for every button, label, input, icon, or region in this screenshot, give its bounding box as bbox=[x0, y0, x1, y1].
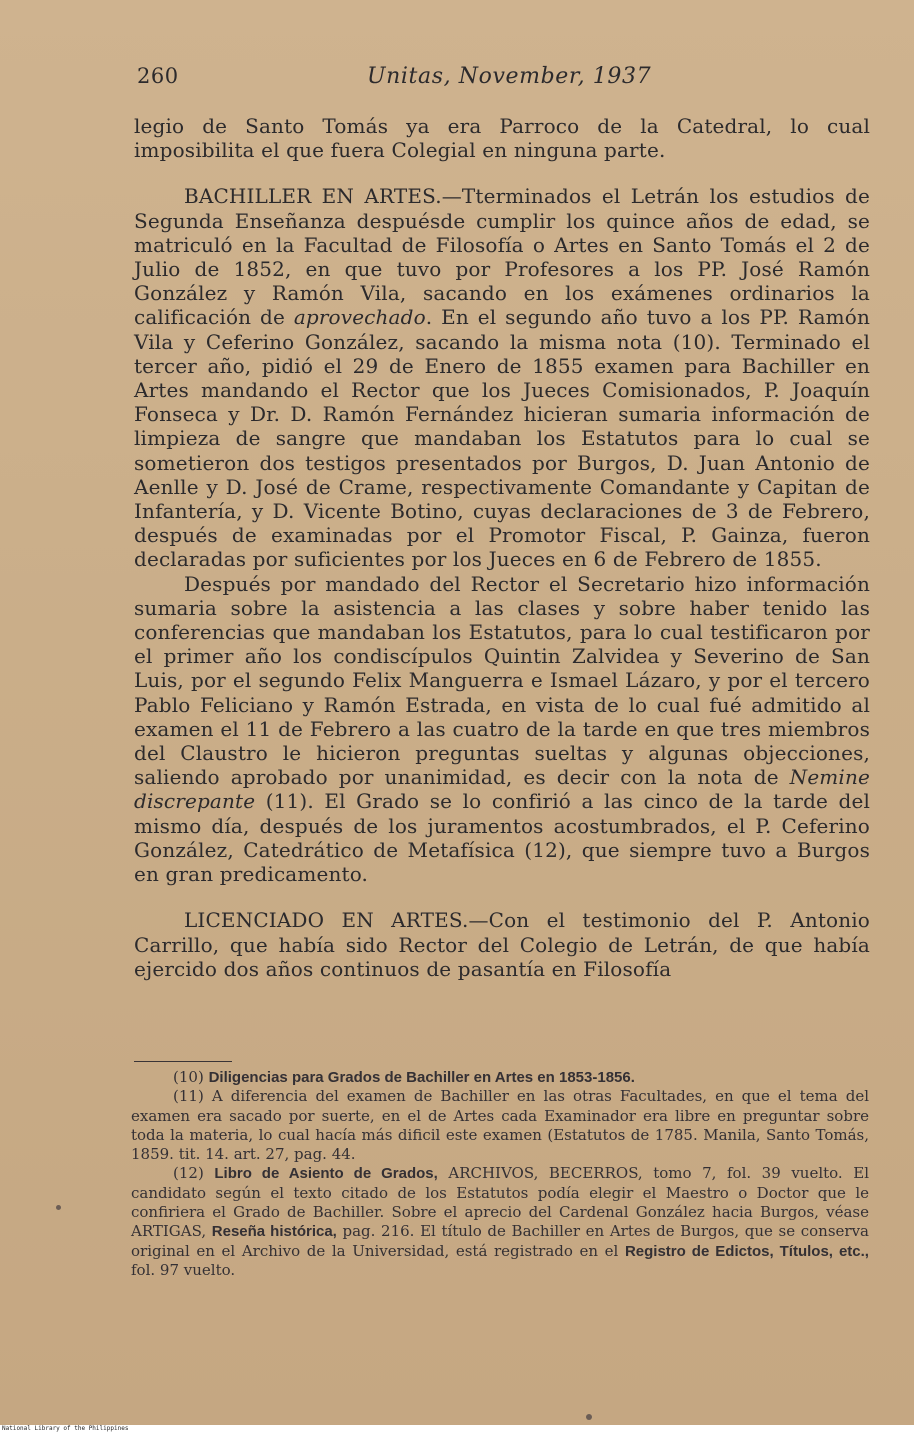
paragraph-despues-text-a: Después por mandado del Rector el Secretario hizo información sumaria sobre la asistencia a las clases y sobre haber tenido las conferencias que mandaban los Estatutos, para lo cual testificaron por el primer año los condiscípulos Quintin Zalvidea y Severino de San Luis, por el segundo Felix Manguerra e Ismael Lázaro, y por el tercero Pablo Feliciano y Ramón Estrada, en vista de lo cual fué admitido al examen el 11 de Febrero a las cuatro de la tarde en que tres miembros del Claustro le hicieron preguntas sueltas y algunas objecciones, saliendo aprobado por unanimidad, es decir con la nota de bbox=[134, 571, 870, 790]
scan-speck bbox=[586, 1414, 592, 1420]
library-credit: National Library of the Philippines bbox=[2, 1425, 129, 1432]
paragraph-bachiller-text-b: . En el segundo año tuvo a los PP. Ramón Vila y Ceferino González, sacando la misma nota (10). Terminado el tercer año, pidió el 29 de Enero de 1855 examen para Bachiller en Artes mandando el Rector que los Jueces Comisionados, P. Joaquín Fonseca y Dr. D. Ramón Fernández hicieran sumaria información de limpieza de sangre que mandaban los Estatutos para lo cual se sometieron dos testigos presentados por Burgos, D. Juan Antonio de Aenlle y D. José de Crame, respectivamente Comandante y Capitan de Infantería, y D. Vicente Botino, cuyas declaraciones de 3 de Febrero, después de examinadas por el Promotor Fiscal, P. Gainza, fueron declaradas por suficientes por los Jueces en 6 de Febrero de 1855. bbox=[134, 305, 870, 572]
footnote-12-number: (12) bbox=[173, 1164, 204, 1183]
paragraph-bachiller bbox=[134, 184, 870, 571]
running-head: Unitas, November, 1937 bbox=[367, 64, 652, 89]
footnote-12-title: Libro de Asiento de Grados, bbox=[214, 1165, 438, 1183]
section-heading-licenciado: LICENCIADO EN ARTES. bbox=[184, 908, 469, 933]
footnote-12 bbox=[131, 1164, 869, 1280]
section-heading-bachiller: BACHILLER EN ARTES. bbox=[184, 184, 442, 209]
footnote-12-resena: Reseña histórica, bbox=[211, 1223, 337, 1241]
footnote-10 bbox=[131, 1068, 869, 1087]
paragraph-despues-text-b: (11). El Grado se lo confirió a las cinco de la tarde del mismo día, después de los juramentos acostumbrados, el P. Ceferino González, Catedrático de Metafísica (12), que siempre tuvo a Burgos en gran predicamento. bbox=[134, 789, 870, 887]
paragraph-licenciado bbox=[134, 908, 870, 981]
paragraph-licenciado-text: —Con el testimonio del P. Antonio Carrillo, que había sido Rector del Colegio de Letrán, de que había ejercido dos años continuos de pasantía en Filosofía bbox=[134, 908, 870, 981]
body-text bbox=[134, 114, 870, 981]
footnote-12-text-c: fol. 97 vuelto. bbox=[131, 1260, 236, 1279]
footnote-12-registro: Registro de Edictos, Títulos, etc., bbox=[624, 1242, 869, 1260]
footnote-12-text-b: pag. 216. El título de Bachiller en Artes de Burgos, que se conserva original en el Archivo de la Universidad, está registrado en el bbox=[131, 1222, 870, 1260]
footnote-10-title: Diligencias para Grados de Bachiller en Artes en 1853-1856. bbox=[208, 1069, 635, 1086]
footnote-11-number: (11) bbox=[173, 1087, 204, 1106]
footer-strip bbox=[0, 1425, 914, 1433]
emphasis-aprovechado: aprovechado bbox=[293, 305, 426, 330]
paragraph-bachiller-text-a: —Tterminados el Letrán los estudios de Segunda Enseñanza despuésde cumplir los quince años de edad, se matriculó en la Facultad de Filosofía o Artes en Santo Tomás el 2 de Julio de 1852, en que tuvo por Profesores a los PP. José Ramón González y Ramón Vila, sacando en los exámenes ordinarios la calificación de bbox=[134, 184, 870, 330]
emphasis-nemine: Nemine discrepante bbox=[134, 765, 870, 814]
footnote-10-number: (10) bbox=[173, 1068, 204, 1086]
footnote-12-text-a: ARCHIVOS, BECERROS, tomo 7, fol. 39 vuelto. El candidato según el texto citado de los Estatutos podía elegir el Maestro o Doctor que le confiriera el Grado de Bachiller. Sobre el aprecio del Cardenal González hacia Burgos, véase ARTIGAS, bbox=[131, 1164, 869, 1241]
footnote-11 bbox=[131, 1087, 869, 1164]
paragraph-continuation: legio de Santo Tomás ya era Parroco de la Catedral, lo cual imposibilita el que fuera Colegial en ninguna parte. bbox=[134, 114, 870, 163]
footnote-11-text: A diferencia del examen de Bachiller en las otras Facultades, en que el tema del examen era sacado por suerte, en el de Artes cada Examinador era libre en preguntar sobre toda la materia, lo cual hacía más dificil este examen (Estatutos de 1785. Manila, Santo Tomás, 1859. tit. 14. art. 27, pag. 44. bbox=[131, 1087, 869, 1164]
paragraph-despues bbox=[134, 572, 870, 887]
page-header bbox=[137, 64, 867, 96]
footnotes bbox=[131, 1068, 869, 1280]
scan-speck bbox=[56, 1205, 61, 1210]
footnote-rule bbox=[134, 1061, 232, 1062]
page-number: 260 bbox=[137, 64, 179, 88]
